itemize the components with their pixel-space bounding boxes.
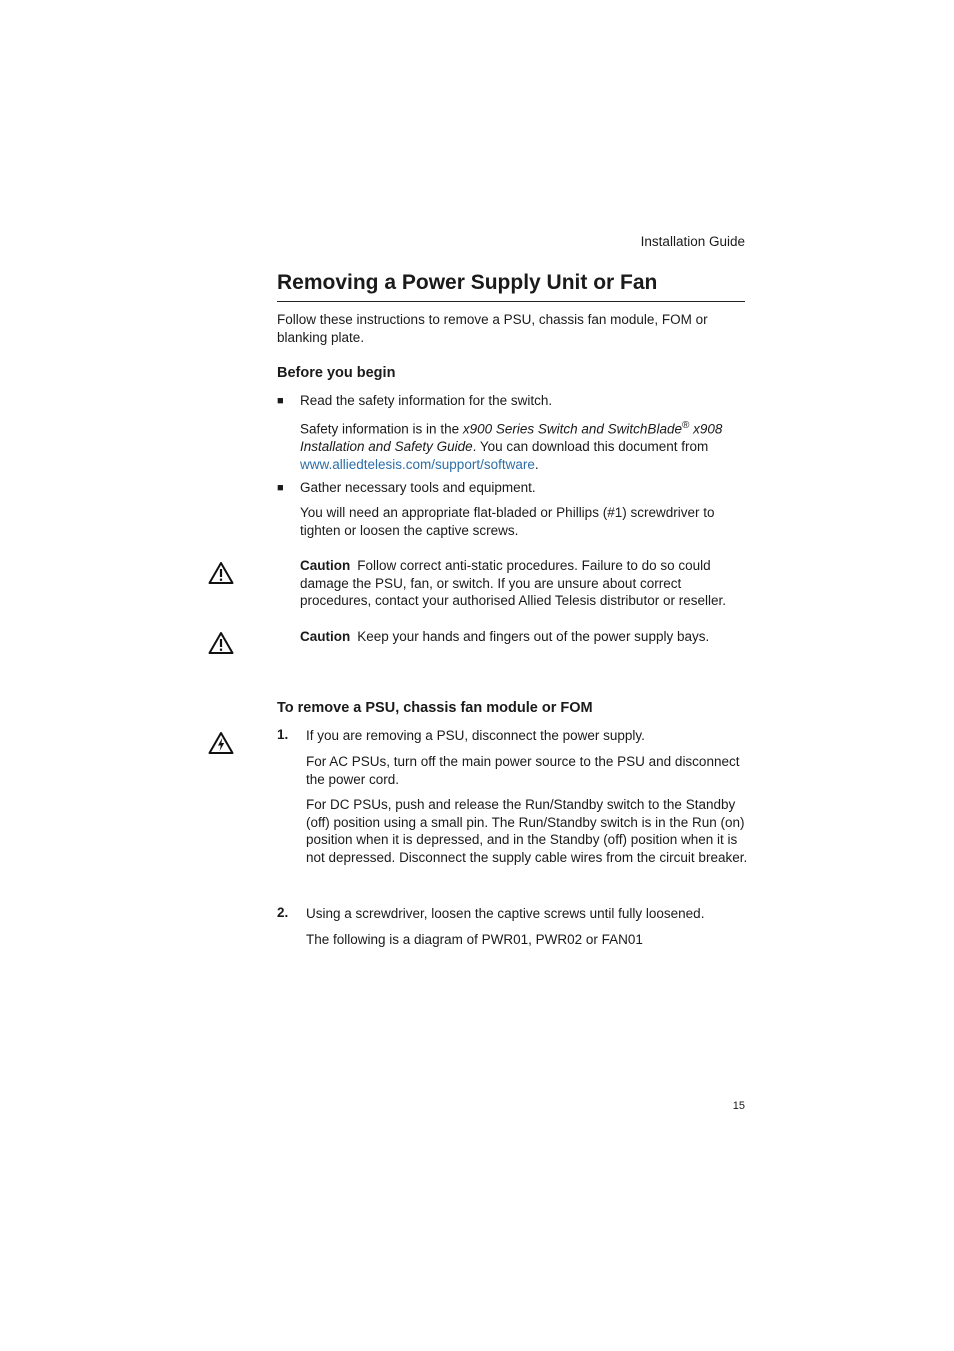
caution-text: Follow correct anti-static procedures. Failure to do so could damage the PSU, fan, or switch. If you are unsure about correct procedures, contact your authorised Allied Telesis distributor or reseller.: [300, 558, 726, 608]
bullet-marker: ■: [277, 395, 284, 407]
caution-text: Keep your hands and fingers out of the power supply bays.: [357, 629, 710, 644]
caution-label: Caution: [300, 558, 351, 573]
caution-hands: [300, 628, 748, 646]
guide-title-part1: x900 Series Switch and SwitchBlade: [462, 421, 682, 437]
bullet-item-tools: Gather necessary tools and equipment.: [300, 480, 536, 495]
warning-triangle-icon: [208, 631, 234, 655]
running-header: Installation Guide: [640, 234, 745, 249]
step-2-text: Using a screwdriver, loosen the captive screws until fully loosened.: [306, 906, 705, 921]
page-number: 15: [732, 1100, 745, 1112]
procedure-heading: To remove a PSU, chassis fan module or FOM: [277, 700, 593, 716]
title-rule: [277, 301, 745, 302]
caution-label: Caution: [300, 629, 351, 644]
safety-detail-text: Safety information is in the: [300, 421, 463, 437]
period: .: [534, 456, 539, 472]
section-title: Removing a Power Supply Unit or Fan: [277, 271, 658, 294]
step-number: 1.: [277, 727, 289, 742]
bullet-marker: ■: [277, 482, 284, 494]
step-1-ac-paragraph: For AC PSUs, turn off the main power source to the PSU and disconnect the power cord.: [306, 754, 740, 787]
step-1-dc-paragraph: For DC PSUs, push and release the Run/Standby switch to the Standby (off) position using a small pin. The Run/Standby switch is in the Run (on) position when it is depressed, and in the Standby (off) position when it is not depressed. Disconnect the supply cable wires from the circuit breaker.: [306, 797, 748, 865]
tools-detail-paragraph: You will need an appropriate flat-bladed or Phillips (#1) screwdriver to tighten or loosen the captive screws.: [300, 505, 715, 538]
before-you-begin-heading: Before you begin: [277, 365, 396, 381]
guide-title-part2: x908 Installation and Safety Guide: [300, 421, 723, 454]
safety-detail-paragraph: [300, 417, 745, 473]
support-software-link[interactable]: www.alliedtelesis.com/support/software: [300, 456, 535, 472]
warning-triangle-icon: [208, 561, 234, 585]
registered-mark: ®: [681, 420, 690, 431]
download-text: . You can download this document from: [472, 439, 709, 454]
caution-antistatic: [300, 557, 748, 610]
step-1-text: If you are removing a PSU, disconnect the power supply.: [306, 728, 645, 743]
electrical-hazard-icon: [208, 731, 234, 755]
step-number: 2.: [277, 905, 289, 920]
step-2-diagram-caption: The following is a diagram of PWR01, PWR02 or FAN01: [306, 932, 643, 947]
intro-paragraph: Follow these instructions to remove a PSU, chassis fan module, FOM or blanking plate.: [277, 312, 708, 345]
bullet-item-safety: Read the safety information for the switch.: [300, 393, 553, 408]
